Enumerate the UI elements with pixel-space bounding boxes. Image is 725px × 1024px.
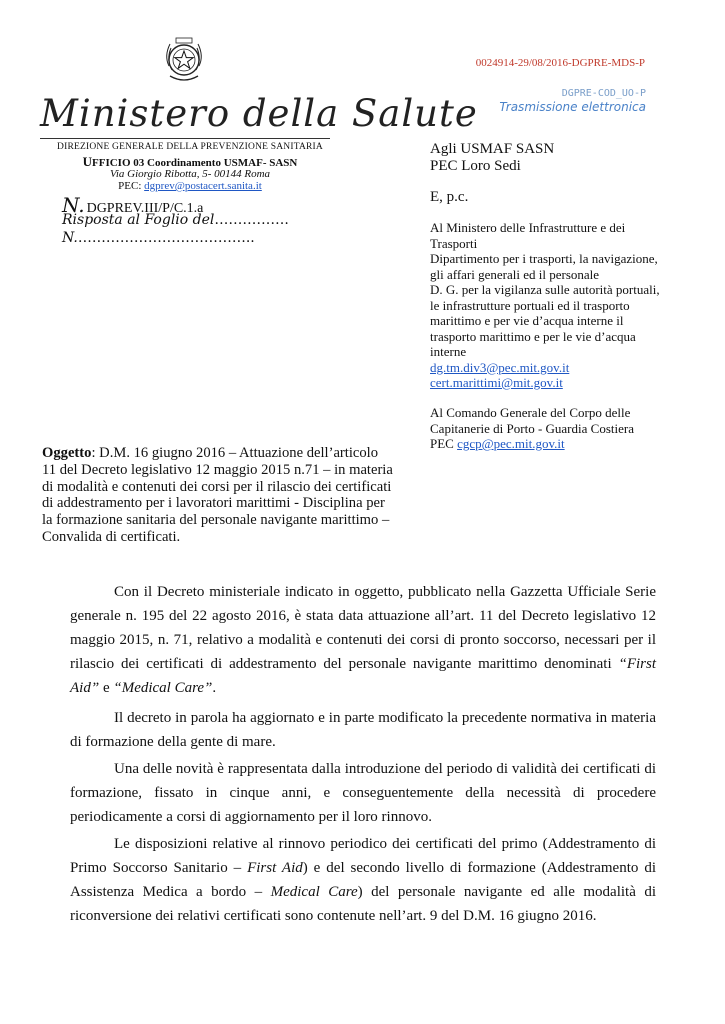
mit-line: le infrastrutture portuali ed il trasporto <box>430 297 630 313</box>
mit-line: interne <box>430 344 467 359</box>
subject-block <box>42 445 398 546</box>
office-pec <box>40 180 340 192</box>
body-paragraph-2 <box>70 706 656 754</box>
subject-line: Convalida di certificati. <box>42 528 181 545</box>
mit-line: Al Ministero delle Infrastrutture e dei <box>430 220 626 235</box>
subject-line: 11 del Decreto legislativo 12 maggio 2015 n.71 – in materia <box>42 461 393 478</box>
cc-label: E, p.c. <box>430 189 469 205</box>
mit-line: marittimo e per vie d’acqua interne il <box>430 313 624 328</box>
subject-line: di addestramento per i lavoratori marittimi - Disciplina per <box>42 495 385 512</box>
transmission-label: Trasmissione elettronica <box>499 100 646 114</box>
italian-republic-emblem-icon <box>160 36 208 86</box>
department-name: DIREZIONE GENERALE DELLA PREVENZIONE SANITARIA <box>57 142 323 152</box>
ministry-name: Ministero della Salute <box>40 92 478 135</box>
body-paragraph-4 <box>70 832 656 928</box>
subject-label: Oggetto <box>42 445 92 461</box>
p1-end: . <box>212 680 217 696</box>
number-dots: ……………………………….. <box>77 230 255 246</box>
mit-line: trasporto marittimo e per le vie d’acqua <box>430 328 636 344</box>
body-paragraph-1 <box>70 580 656 700</box>
ministry-divider <box>40 138 330 139</box>
mit-line: Dipartimento per i trasporti, la navigazione, <box>430 251 658 266</box>
unit-code: DGPRE-COD_UO-P <box>561 88 646 99</box>
recipient-mit <box>430 220 680 391</box>
p4-text: Le disposizioni relative al rinnovo periodico dei certificati del primo (Addestramento di Primo Soccorso Sanitario – <box>70 836 656 876</box>
recipient-usmaf: Agli USMAF SASN <box>430 141 555 157</box>
pec-label: PEC: <box>118 180 145 192</box>
protocol-code: DGPREV.III/P/C.1.a <box>86 201 204 216</box>
reply-label: Risposta al Foglio del <box>62 212 215 228</box>
office-address: Via Giorgio Ribotta, 5- 00144 Roma <box>109 168 271 180</box>
protocol-prefix: N. <box>62 193 85 217</box>
coast-guard-line: Al Comando Generale del Corpo delle <box>430 405 631 420</box>
number-label: N. <box>62 230 78 246</box>
body-paragraph-3 <box>70 757 656 829</box>
mit-email-link[interactable]: cert.marittimi@mit.gov.it <box>430 375 563 390</box>
p1-mid: e <box>99 680 114 696</box>
p4-emphasis: Medical Care <box>270 884 358 900</box>
protocol-stamp: 0024914-29/08/2016-DGPRE-MDS-P <box>475 57 645 69</box>
coast-guard-line: Capitanerie di Porto - Guardia Costiera <box>430 420 634 436</box>
coast-guard-pec <box>430 436 680 452</box>
mit-line: gli affari generali ed il personale <box>430 266 600 282</box>
coast-guard-email-link[interactable]: cgcp@pec.mit.gov.it <box>457 436 565 451</box>
coast-guard-pec-label: PEC <box>430 436 458 451</box>
number-reference <box>62 230 255 246</box>
subject-line: di modalità e contenuti dei corsi per il rilascio dei certificati <box>42 478 392 495</box>
p1-text: Con il Decreto ministeriale indicato in oggetto, pubblicato nella Gazzetta Ufficiale Serie generale n. 195 del 22 agosto 2016, è stata data attuazione all’art. 11 del Decreto legislativo 12 maggio 2015, n. 71, relativo a modalità e contenuti dei corsi di pronto soccorso, necessari per il rilascio dei certificati di addestramento del personale navigante marittimo denominati <box>70 584 656 672</box>
reply-reference <box>62 212 289 228</box>
p2-text: Il decreto in parola ha aggiornato e in parte modificato la precedente normativa in materia di formazione della gente di mare. <box>70 710 656 750</box>
p4-emphasis: First Aid <box>247 860 303 876</box>
mit-line: Trasporti <box>430 235 478 251</box>
office-name-rest: FFICIO 03 Coordinamento USMAF- SASN <box>92 157 298 169</box>
recipient-coast-guard <box>430 405 680 452</box>
pec-email-link[interactable]: dgprev@postacert.sanita.it <box>144 180 262 192</box>
p3-text: Una delle novità è rappresentata dalla introduzione del periodo di validità dei certificati di formazione, fissato in cinque anni, e conseguentemente della necessità di procedere periodicamente a corsi di aggiornamento per il loro rinnovo. <box>70 761 656 825</box>
p4-text: ) e del secondo livello di formazione (Addestramento di Assistenza Medica a bordo – <box>70 860 656 900</box>
reply-dots: ……………. <box>214 212 289 228</box>
subject-line: : D.M. 16 giugno 2016 – Attuazione dell’articolo <box>91 445 379 461</box>
recipient-pec: PEC Loro Sedi <box>430 158 521 174</box>
subject-line: la formazione sanitaria del personale navigante marittimo – <box>42 512 390 529</box>
mit-email-link[interactable]: dg.tm.div3@pec.mit.gov.it <box>430 359 570 375</box>
p1-emphasis: “Medical Care” <box>113 680 213 696</box>
mit-line: D. G. per la vigilanza sulle autorità portuali, <box>430 282 660 297</box>
p4-text: ) del personale navigante ed alle modalità di riconversione dei relativi certificati sono contenute nell’art. 9 del D.M. 16 giugno 2016. <box>70 884 656 924</box>
p1-emphasis: “First Aid” <box>70 656 656 696</box>
office-lead-letter: U <box>82 154 93 169</box>
